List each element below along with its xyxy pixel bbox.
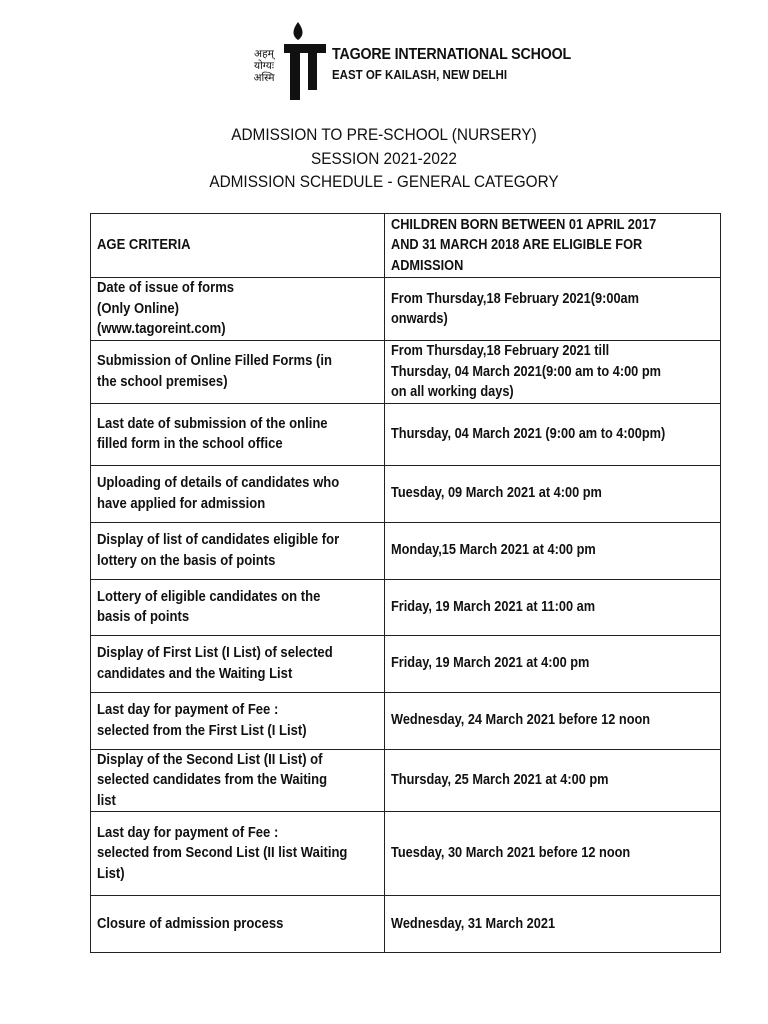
title-admission: ADMISSION TO PRE-SCHOOL (NURSERY) [231,126,537,144]
schedule-label-line: Submission of Online Filled Forms (in [97,353,332,370]
schedule-label-line: lottery on the basis of points [97,552,276,569]
document-titles [0,124,768,195]
schedule-label-line: (www.tagoreint.com) [97,321,226,338]
schedule-label-cell [91,579,385,635]
schedule-label-line: filled form in the school office [97,436,283,452]
schedule-label-line: Lottery of eligible candidates on the [97,588,321,605]
schedule-row [91,278,721,341]
schedule-value-line: Tuesday, 09 March 2021 at 4:00 pm [391,485,602,502]
schedule-row [91,403,721,465]
schedule-value-cell [385,692,721,749]
schedule-value-line: CHILDREN BORN BETWEEN 01 APRIL 2017 [391,216,657,233]
schedule-value-line: AND 31 MARCH 2018 ARE ELIGIBLE FOR [391,237,643,254]
school-motto [242,48,286,84]
schedule-label-line: (Only Online) [97,300,179,317]
schedule-label-cell [91,341,385,404]
schedule-row [91,214,721,278]
schedule-value-cell [385,579,721,635]
schedule-label-cell [91,635,385,692]
schedule-label-line: Date of issue of forms [97,280,235,297]
schedule-label-line: Uploading of details of candidates who [97,475,340,491]
motto-line: अस्मि [253,72,275,84]
schedule-value-cell [385,403,721,465]
schedule-value-line: Thursday, 04 March 2021(9:00 am to 4:00 pm [391,363,661,380]
schedule-value-line: Thursday, 04 March 2021 (9:00 am to 4:00pm) [391,425,666,442]
schedule-value-cell [385,812,721,896]
schedule-value-line: Friday, 19 March 2021 at 11:00 am [391,598,596,615]
schedule-label-cell [91,896,385,953]
schedule-value-line: Thursday, 25 March 2021 at 4:00 pm [391,772,609,788]
schedule-value-cell [385,635,721,692]
schedule-label-cell [91,522,385,579]
schedule-label-line: List) [97,865,125,882]
motto-line: योग्यः [254,60,274,72]
schedule-label-line: the school premises) [97,373,228,390]
schedule-label-line: Closure of admission process [97,915,284,932]
schedule-value-cell [385,341,721,404]
schedule-row [91,692,721,749]
school-header [240,20,640,104]
schedule-value-line: ADMISSION [391,257,464,274]
schedule-label-line: Display of First List (I List) of selected [97,645,333,661]
schedule-value-line: Friday, 19 March 2021 at 4:00 pm [391,655,590,672]
schedule-value-cell [385,522,721,579]
schedule-label-line: have applied for admission [97,495,266,512]
schedule-label-cell [91,403,385,465]
schedule-value-line: Wednesday, 31 March 2021 [391,915,556,932]
admission-schedule-table [90,213,721,953]
schedule-label-line: Display of the Second List (II List) of [97,751,323,768]
schedule-row [91,465,721,522]
schedule-value-line: Monday,15 March 2021 at 4:00 pm [391,542,596,559]
schedule-value-line: on all working days) [391,384,514,400]
schedule-label-line: selected candidates from the Waiting [97,772,328,788]
schedule-label-line: Last day for payment of Fee : [97,824,279,841]
motto-line: अहम् [254,48,274,60]
schedule-row [91,522,721,579]
schedule-label-cell [91,278,385,341]
schedule-label-line: list [97,792,116,809]
schedule-value-cell [385,278,721,341]
schedule-row [91,812,721,896]
schedule-label-line: selected from Second List (II list Waiting [97,845,348,862]
schedule-label-line: Display of list of candidates eligible for [97,532,340,548]
schedule-row [91,635,721,692]
schedule-row [91,896,721,953]
schedule-value-line: From Thursday,18 February 2021 till [391,343,610,359]
schedule-row [91,341,721,404]
school-name: TAGORE INTERNATIONAL SCHOOL [332,46,572,63]
schedule-label-line: basis of points [97,609,190,625]
school-address: EAST OF KAILASH, NEW DELHI [332,68,508,82]
schedule-value-line: Wednesday, 24 March 2021 before 12 noon [391,712,651,729]
schedule-row [91,579,721,635]
schedule-label-line: Last day for payment of Fee : [97,702,279,718]
schedule-value-cell [385,465,721,522]
schedule-label-line: selected from the First List (I List) [97,722,307,739]
schedule-value-line: From Thursday,18 February 2021(9:00am [391,290,639,307]
title-schedule: ADMISSION SCHEDULE - GENERAL CATEGORY [209,173,559,191]
schedule-value-cell [385,749,721,812]
schedule-label-cell [91,214,385,278]
schedule-value-line: Tuesday, 30 March 2021 before 12 noon [391,845,631,862]
title-session: SESSION 2021-2022 [311,149,457,168]
schedule-label-cell [91,465,385,522]
schedule-body [91,214,721,953]
schedule-row [91,749,721,812]
schedule-label-line: candidates and the Waiting List [97,665,293,682]
schedule-label-cell [91,692,385,749]
schedule-value-cell [385,896,721,953]
schedule-value-cell [385,214,721,278]
schedule-value-line: onwards) [391,311,448,327]
schedule-label-line: Last date of submission of the online [97,415,328,432]
schedule-label-cell [91,749,385,812]
schedule-label-line: AGE CRITERIA [97,237,191,254]
schedule-label-cell [91,812,385,896]
